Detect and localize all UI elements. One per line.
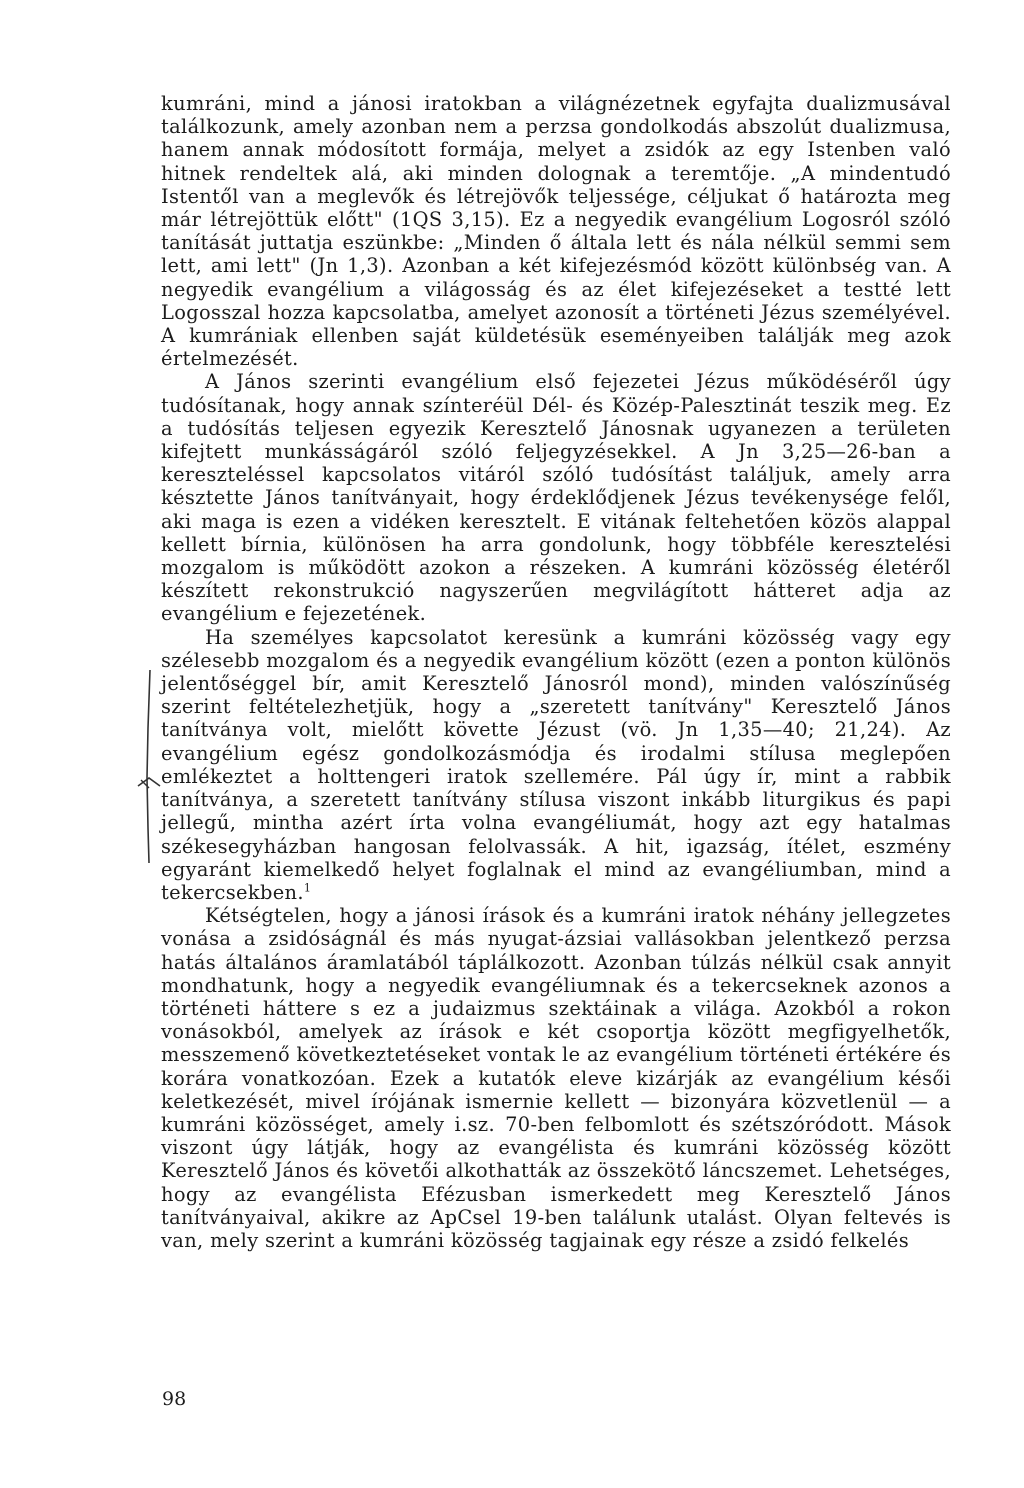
paragraph-1-text: kumráni, mind a jánosi iratokban a világnézetnek egyfajta dualizmusával találkozunk, amely azonban nem a perzsa gondolkodás abszolút dualizmusa, hanem annak módosított formája, melyet a zsidók az egy Istenben való hitnek rendeltek alá, aki minden dolognak a teremtője. „A mindentudó Istentől van a meglevők és létrejövők teljessége, céljukat ő határozta meg már létrejöttük előtt" (1QS 3,15). Ez a negyedik evangélium Logosról szóló tanítását juttatja eszünkbe: „Minden ő általa lett és nála nélkül semmi sem lett, ami lett" (Jn 1,3). Azonban a két kifejezésmód között különbség van. A negyedik evangélium a világosság és az élet kifejezéseket a testté lett Logosszal hozza kapcsolatba, amelyet azonosít a történeti Jézus személyével. A kumrániak ellenben saját küldetésük eseményeiben találják meg azok értelmezését. (161, 92, 951, 371)
paragraph-4-text: Kétségtelen, hogy a jánosi írások és a kumráni iratok néhány jellegzetes vonása a zsidóságnál és más nyugat-ázsiai vallásokban jelentkező perzsa hatás általános áramlatából táplálkozott. Azonban túlzás nélkül csak annyit mondhatunk, hogy a negyedik evangéliumnak és a tekercseknek azonos a történeti háttere s ez a judaizmus szektáinak a világa. Azokból a rokon vonásokból, amelyek az írások e két csoportja között megfigyelhetők, messzemenő következtetéseket vontak le az evangélium történeti értékére és korára vonatkozóan. Ezek a kutatók eleve kizárják az evangélium késői keletkezését, mivel írójának ismernie kellett — bizonyára közvetlenül — a kumráni közösséget, amely i.sz. 70-ben felbomlott és szétszóródott. Mások viszont úgy látják, hogy az evangélista és kumráni közösség között Keresztelő János és követői alkothatták az összekötő láncszemet. Lehetséges, hogy az evangélista Efézusban ismerkedett meg Keresztelő János tanítványaival, akikre az ApCsel 19-ben találunk utalást. Olyan feltevés is van, mely szerint a kumráni közösség tagjainak egy része a zsidó felkelés (161, 904, 951, 1252)
paragraph-2-text: A János szerinti evangélium első fejezetei Jézus működéséről úgy tudósítanak, hogy annak színteréül Dél- és Közép-Palesztinát teszik meg. Ez a tudósítás teljesen egyezik Keresztelő Jánosnak ugyanezen a területen kifejtett munkásságáról szóló feljegyzésekkel. A Jn 3,25—26-ban a kereszteléssel kapcsolatos vitáról szóló tudósítást találjuk, amely arra késztette János tanítványait, hogy érdeklődjenek Jézus tevékenysége felől, aki maga is ezen a vidéken keresztelt. E vitának feltehetően közös alappal kellett bírnia, különösen ha arra gondolunk, hogy többféle keresztelési mozgalom is működött azokon a részeken. A kumráni közösség életéről készített rekonstrukció nagyszerűen megvilágított hátteret adja az evangélium e fejezetének. (161, 370, 951, 626)
page-number: 98 (162, 1388, 187, 1410)
paragraph-4 (161, 904, 951, 1252)
body-text (161, 92, 951, 1252)
paragraph-2 (161, 370, 951, 625)
paragraph-3-text: Ha személyes kapcsolatot keresünk a kumráni közösség vagy egy szélesebb mozgalom és a negyedik evangélium között (ezen a ponton különös jelentőséggel bír, amit Keresztelő Jánosról mond), minden valószínűség szerint feltételezhetjük, hogy a „szeretett tanítvány" Keresztelő János tanítványa volt, mielőtt követte Jézust (vö. Jn 1,35—40; 21,24). Az evangélium egész gondolkozásmódja és irodalmi stílusa meglepően emlékeztet a holttengeri iratok szellemére. Pál úgy ír, mint a rabbik tanítványa, a szeretett tanítvány stílusa viszont inkább liturgikus és papi jellegű, mintha azért írta volna evangéliumát, hogy azt egy hatalmas székesegyházban hangosan felolvassák. A hit, igazság, ítélet, eszmény egyaránt kiemelkedő helyet foglalnak el mind az evangéliumban, mind a tekercsekben. (161, 625, 951, 904)
margin-annotation-mark (136, 668, 166, 868)
paragraph-3 (161, 626, 951, 904)
footnote-reference: 1 (303, 881, 312, 895)
paragraph-1 (161, 92, 951, 370)
